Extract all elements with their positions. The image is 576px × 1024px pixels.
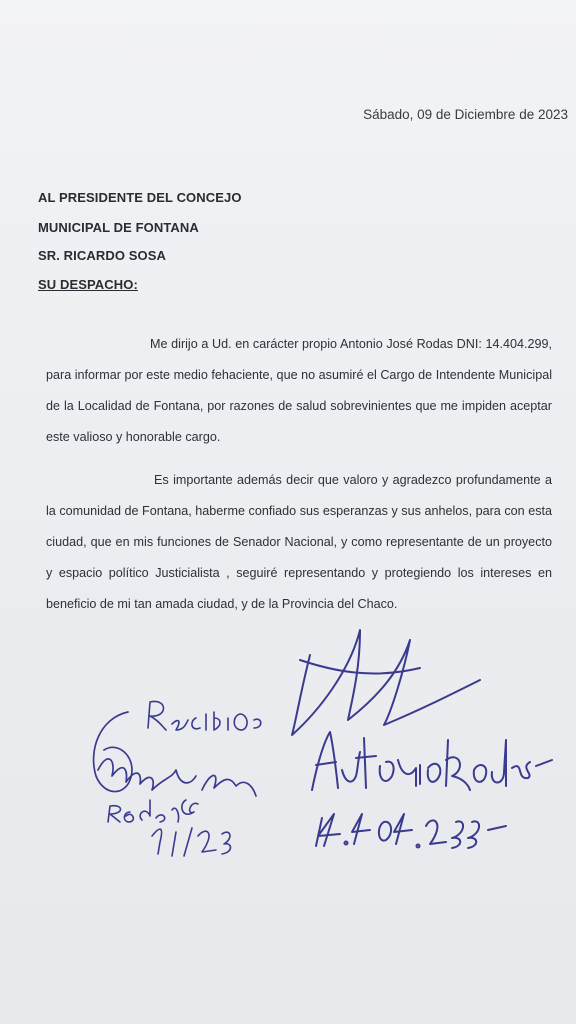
- addressee-line-2: MUNICIPAL DE FONTANA: [38, 220, 199, 235]
- addressee-line-1: AL PRESIDENTE DEL CONCEJO: [38, 190, 242, 205]
- paragraph-1: Me dirijo a Ud. en carácter propio Antonio José Rodas DNI: 14.404.299, para informar por este medio fehaciente, que no asumiré el Cargo de Intendente Municipal de la Localidad de Fontana, por razones de salud sobrevinientes que me impiden aceptar este valioso y honorable cargo.: [46, 337, 552, 444]
- letter-date: Sábado, 09 de Diciembre de 2023: [363, 107, 568, 122]
- signer-name-handwriting: [312, 732, 552, 790]
- signature-scribble: [292, 630, 480, 735]
- paragraph-2: Es importante además decir que valoro y agradezco profundamente a la comunidad de Fontana, haberme confiado sus esperanzas y sus anhelos, para con esta ciudad, que en mis funciones de Senador Nacional, y como representante de un proyecto y espacio político Justicialista , seguiré representando y protegiendo los intereses en beneficio de mi tan amada ciudad, y de la Provincia del Chaco.: [46, 473, 552, 611]
- addressee-line-4: SU DESPACHO:: [38, 277, 138, 292]
- signer-dni-handwriting: [316, 814, 506, 848]
- received-stamp-handwriting: [148, 701, 261, 730]
- receiver-signature-handwriting: [94, 712, 256, 796]
- handwritten-marks: [0, 600, 576, 900]
- addressee-line-3: SR. RICARDO SOSA: [38, 248, 167, 263]
- received-date-handwriting: [108, 800, 231, 856]
